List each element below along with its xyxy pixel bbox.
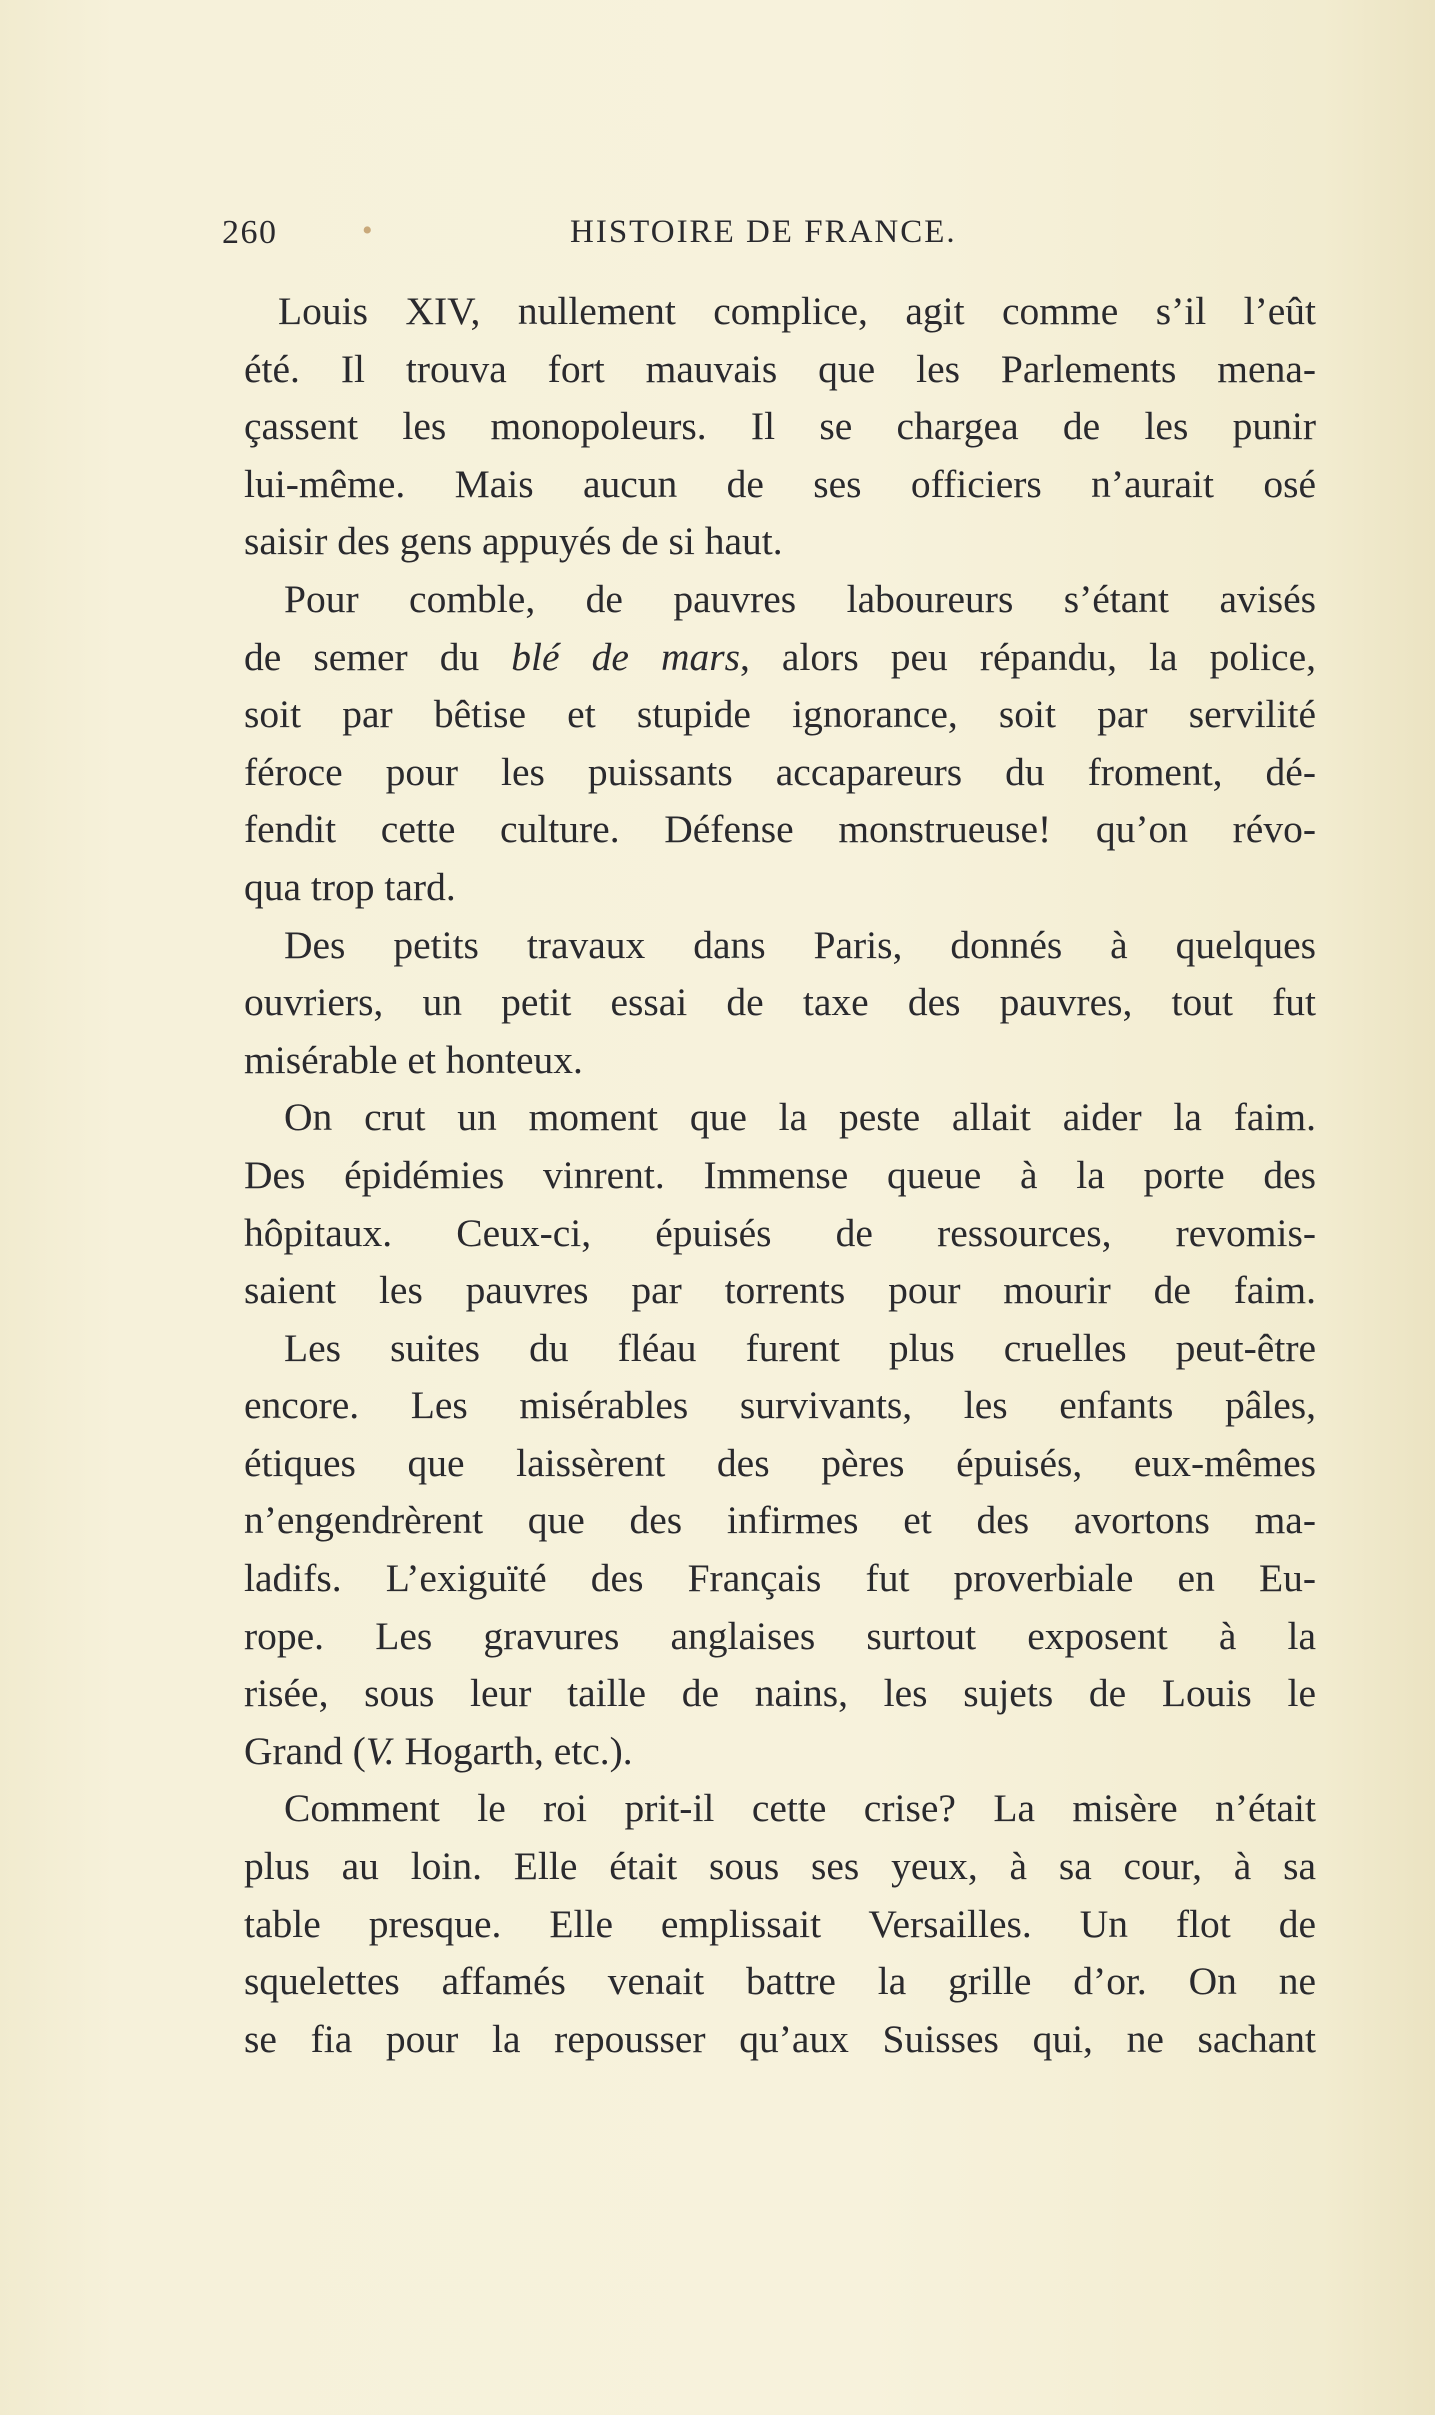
text-line: hôpitaux. Ceux-ci, épuisés de ressources, revomis- [244,1210,1316,1255]
text-line: fendit cette culture. Défense monstrueuse! qu’on révo- [244,807,1316,852]
paragraph-4 [244,1089,1316,1319]
text-line: féroce pour les puissants accapareurs du froment, dé- [244,749,1316,794]
paragraph-1 [244,283,1316,571]
text-line: étiques que laissèrent des pères épuisés, eux-mêmes [244,1440,1316,1485]
header-ornament: • [362,214,375,247]
text-line: çassent les monopoleurs. Il se chargea de les punir [244,404,1316,449]
text-line: Louis XIV, nullement complice, agit comme s’il l’eût [278,289,1316,333]
text-line [244,629,1316,687]
paragraph-6 [244,1780,1316,2068]
text-line: ladifs. L’exiguïté des Français fut proverbiale en Eu- [244,1556,1316,1601]
text-line: risée, sous leur taille de nains, les sujets de Louis le [244,1671,1316,1716]
text-line: lui-même. Mais aucun de ses officiers n’aurait osé [244,461,1316,506]
text-line: Des épidémies vinrent. Immense queue à la porte des [244,1152,1316,1197]
text-line: plus au loin. Elle était sous ses yeux, à sa cour, à sa [244,1844,1316,1889]
italic-phrase: blé de mars [511,634,740,679]
running-title: HISTOIRE DE FRANCE. [570,214,957,250]
text-line: ouvriers, un petit essai de taxe des pauvres, tout fut [244,980,1316,1025]
text-line: squelettes affamés venait battre la grille d’or. On ne [244,1959,1316,2004]
text-line: rope. Les gravures anglaises surtout exposent à la [244,1613,1316,1658]
text-line: encore. Les misérables survivants, les enfants pâles, [244,1383,1316,1428]
text-line: Pour comble, de pauvres laboureurs s’étant avisés [284,576,1316,621]
text-line: table presque. Elle emplissait Versailles. Un flot de [244,1901,1316,1946]
page-number: 260 [222,214,278,251]
paragraph-2 [244,571,1316,917]
text-segment: Grand ( [244,1728,366,1773]
text-line: été. Il trouva fort mauvais que les Parlements mena- [244,346,1316,391]
text-segment: , alors peu répandu, la police, [739,634,1316,679]
text-line: Comment le roi prit-il cette crise? La misère n’était [284,1786,1316,1831]
text-line: n’engendrèrent que des infirmes et des avortons ma- [244,1498,1316,1543]
text-line: Les suites du fléau furent plus cruelles peut-être [284,1325,1316,1370]
text-segment: de semer du [244,634,512,679]
text-segment: Hogarth, etc.). [394,1728,633,1773]
text-line: saisir des gens appuyés de si haut. [244,519,783,564]
body-text [244,283,1316,2068]
text-line: qua trop tard. [244,864,456,909]
text-line: misérable et honteux. [244,1037,583,1082]
text-line: saient les pauvres par torrents pour mourir de faim. [244,1268,1316,1313]
text-line: soit par bêtise et stupide ignorance, soit par servilité [244,692,1316,737]
text-line: Des petits travaux dans Paris, donnés à quelques [284,922,1316,967]
text-line [244,1723,1316,1781]
text-line: On crut un moment que la peste allait aider la faim. [284,1095,1316,1140]
italic-reference: V. [365,1728,395,1773]
paragraph-5 [244,1320,1316,1781]
text-line: se fia pour la repousser qu’aux Suisses qui, ne sachant [244,2016,1316,2061]
page-header [222,214,1322,264]
paragraph-3 [244,917,1316,1090]
